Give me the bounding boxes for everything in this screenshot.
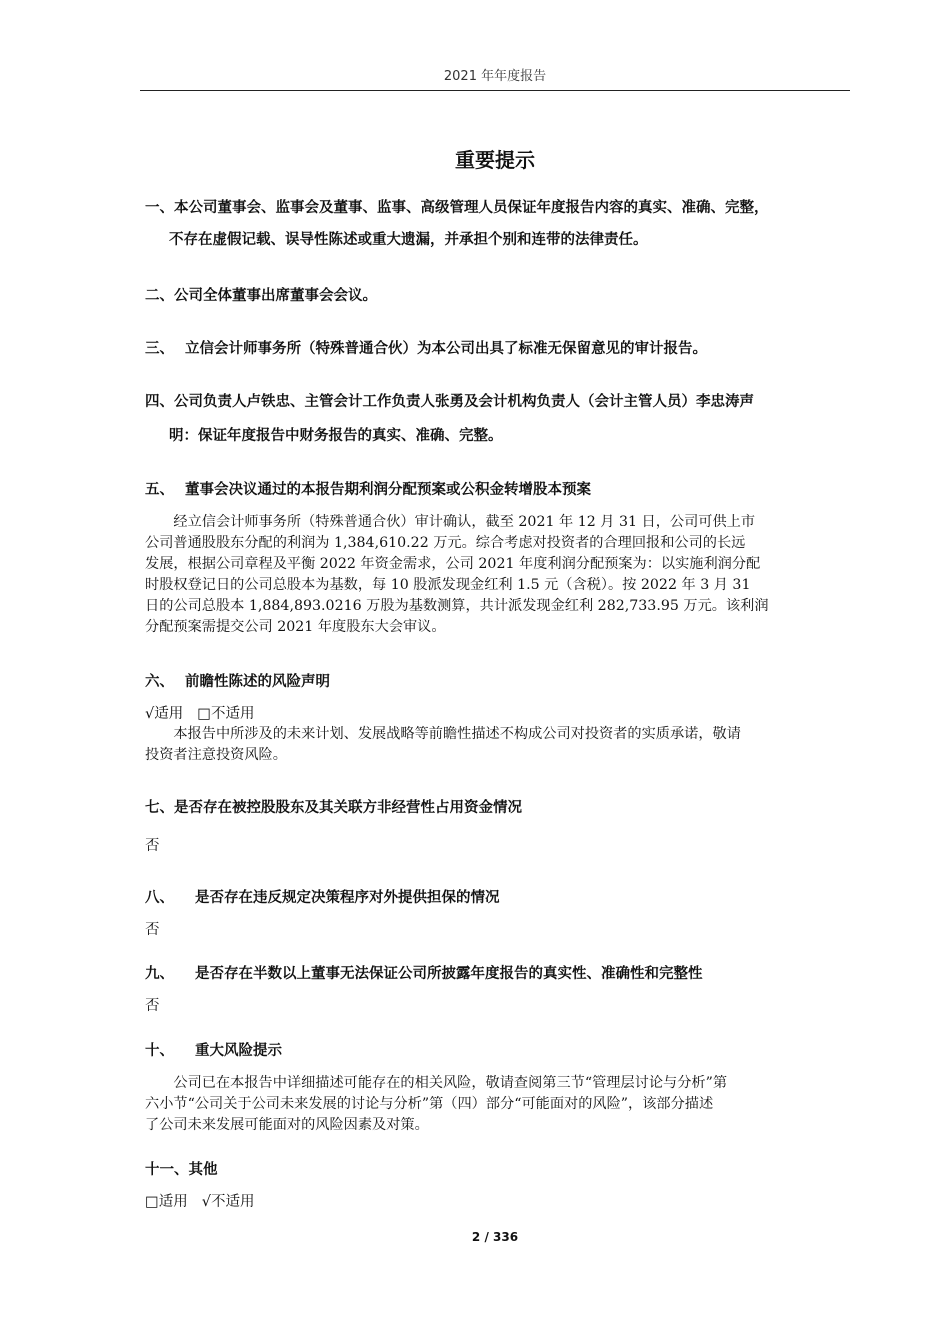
section-7-answer: 否: [145, 838, 160, 854]
option-not-applicable-checked: √不适用: [201, 1194, 255, 1210]
section-8-text: 是否存在违反规定决策程序对外提供担保的情况: [195, 890, 500, 906]
section-1-number: 一、: [145, 200, 174, 216]
paragraph-line: 公司普通股股东分配的利润为 1,384,610.22 万元。综合考虑对投资者的合理回报和公司的长远: [145, 535, 746, 551]
section-2-text: 公司全体董事出席董事会会议。: [174, 288, 377, 304]
section-7-text: 是否存在被控股股东及其关联方非经营性占用资金情况: [174, 800, 522, 816]
section-5-heading: [145, 480, 591, 500]
section-7-heading: [145, 798, 522, 818]
section-10-heading: [145, 1041, 282, 1061]
paragraph-line: 公司已在本报告中详细描述可能存在的相关风险，敬请查阅第三节“管理层讨论与分析”第: [145, 1075, 728, 1091]
section-5-paragraph: [145, 512, 850, 638]
section-6-text: 前瞻性陈述的风险声明: [185, 674, 330, 690]
section-8-number: 八、: [145, 890, 174, 906]
section-9-number: 九、: [145, 966, 174, 982]
section-4-heading: [145, 392, 754, 412]
section-8-heading: [145, 888, 500, 908]
section-4-continuation: 明：保证年度报告中财务报告的真实、准确、完整。: [169, 428, 503, 444]
section-11-options: [145, 1192, 254, 1212]
section-9-heading: [145, 964, 703, 984]
section-3-number: 三、: [145, 341, 174, 357]
section-4-number: 四、: [145, 394, 174, 410]
page-number: 2 / 336: [471, 1230, 519, 1244]
section-1-text: 本公司董事会、监事会及董事、监事、高级管理人员保证年度报告内容的真实、准确、完整，: [174, 200, 769, 216]
section-2-heading: [145, 286, 377, 306]
section-10-paragraph: [145, 1073, 850, 1136]
paragraph-line: 时股权登记日的公司总股本为基数，每 10 股派发现金红利 1.5 元（含税）。按 2022 年 3 月 31: [145, 577, 751, 593]
paragraph-line: 分配预案需提交公司 2021 年度股东大会审议。: [145, 619, 446, 635]
paragraph-line: 了公司未来发展可能面对的风险因素及对策。: [145, 1117, 429, 1133]
section-11-text: 其他: [188, 1162, 218, 1178]
option-applicable-checked: √适用: [145, 706, 184, 722]
option-applicable: □适用: [145, 1194, 188, 1210]
paragraph-line: 投资者注意投资风险。: [145, 747, 287, 763]
section-7-number: 七、: [145, 800, 174, 816]
section-1-heading: [145, 198, 769, 218]
section-6-paragraph: [145, 724, 850, 766]
section-6-options: [145, 704, 254, 724]
paragraph-line: 经立信会计师事务所（特殊普通合伙）审计确认，截至 2021 年 12 月 31 日，公司可供上市: [145, 514, 756, 530]
section-4-text: 公司负责人卢铁忠、主管会计工作负责人张勇及会计机构负责人（会计主管人员）李忠涛声: [174, 394, 754, 410]
section-11-heading: [145, 1160, 218, 1180]
section-3-heading: [145, 339, 707, 359]
section-8-answer: 否: [145, 922, 160, 938]
section-10-number: 十、: [145, 1043, 174, 1059]
page-header: 2021 年年度报告: [140, 68, 850, 91]
paragraph-line: 本报告中所涉及的未来计划、发展战略等前瞻性描述不构成公司对投资者的实质承诺，敬请: [145, 726, 741, 742]
paragraph-line: 日的公司总股本 1,884,893.0216 万股为基数测算，共计派发现金红利 282,733.95 万元。该利润: [145, 598, 769, 614]
section-11-number: 十一、: [145, 1162, 189, 1178]
section-9-text: 是否存在半数以上董事无法保证公司所披露年度报告的真实性、准确性和完整性: [195, 966, 703, 982]
section-1-continuation: 不存在虚假记载、误导性陈述或重大遗漏，并承担个别和连带的法律责任。: [169, 232, 648, 248]
section-5-text: 董事会决议通过的本报告期利润分配预案或公积金转增股本预案: [185, 482, 591, 498]
paragraph-line: 六小节“公司关于公司未来发展的讨论与分析”第（四）部分“可能面对的风险”，该部分描述: [145, 1096, 714, 1112]
section-6-heading: [145, 672, 330, 692]
section-9-answer: 否: [145, 998, 160, 1014]
section-5-number: 五、: [145, 482, 174, 498]
section-6-number: 六、: [145, 674, 174, 690]
section-3-text: 立信会计师事务所（特殊普通合伙）为本公司出具了标准无保留意见的审计报告。: [185, 341, 707, 357]
page-title: 重要提示: [455, 148, 535, 172]
section-10-text: 重大风险提示: [195, 1043, 282, 1059]
paragraph-line: 发展，根据公司章程及平衡 2022 年资金需求，公司 2021 年度利润分配预案为：以实施利润分配: [145, 556, 761, 572]
section-2-number: 二、: [145, 288, 174, 304]
option-not-applicable: □不适用: [197, 706, 255, 722]
